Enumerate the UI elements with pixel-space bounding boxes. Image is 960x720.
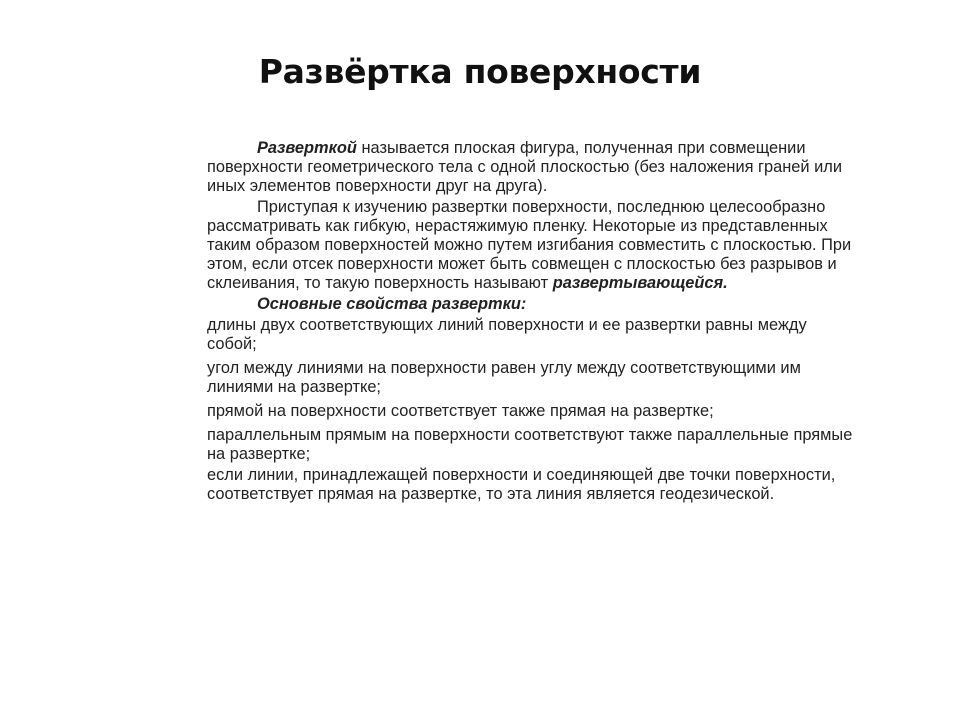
definition-paragraph [207,139,857,196]
intro-term: развертывающейся. [552,274,728,292]
intro-paragraph [207,198,857,293]
property-item-1: длины двух соответствующих линий поверхности и ее развертки равны между собой; [207,316,807,353]
property-item-4: параллельным прямым на поверхности соответствуют также параллельные прямые на развертке; [207,426,853,463]
definition-term: Разверткой [257,139,357,157]
intro-text: Приступая к изучению развертки поверхности, последнюю целесообразно рассматривать как гибкую, нерастяжимую пленку. Некоторые из представленных таким образом поверхностей можно путем изгибания совместить с плоскостью. При этом, если отсек поверхности может быть совмещен с плоскостью без разрывов и склеивания, то такую поверхность называют [207,198,852,292]
property-item-2: угол между линиями на поверхности равен углу между соответствующими им линиями на развертке; [207,359,801,396]
property-item-3: прямой на поверхности соответствует также прямая на развертке; [207,402,714,420]
property-item-5: если линии, принадлежащей поверхности и соединяющей две точки поверхности, соответствует прямая на развертке, то эта линия является геодезической. [207,466,836,503]
slide-title: Развёртка поверхности [258,52,702,91]
definition-text: называется плоская фигура, полученная при совмещении поверхности геометрического тела с одной плоскостью (без наложения граней или иных элементов поверхности друг на друга). [207,139,842,195]
properties-heading: Основные свойства развертки: [257,295,527,313]
slide-body [207,139,857,504]
